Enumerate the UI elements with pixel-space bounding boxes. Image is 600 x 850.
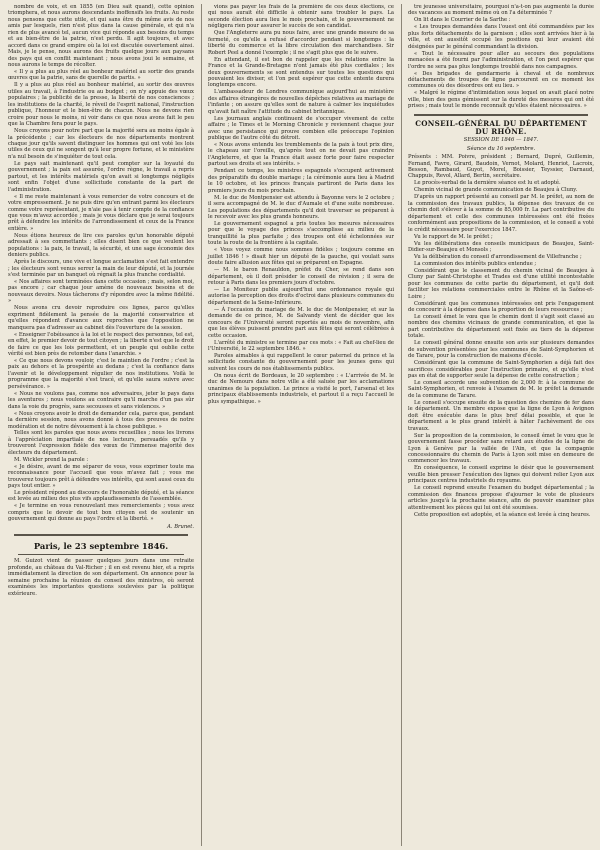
- paragraph: Le président répond au discours de l'honorable député, et la séance est levée au milieu des plus vifs applaudissements de l'assemblée.: [8, 490, 194, 503]
- section-meta: Séance du 16 septembre.: [466, 145, 536, 152]
- dateline-rule: [18, 554, 184, 555]
- paragraph: Le gouvernement espagnol a pris toutes les mesures nécessaires pour que le voyage des princes s'accomplisse au milieu de la tranquillité la plus parfaite ; des troupes ont été échelonnées sur toute la route de la frontière à la capitale.: [208, 220, 394, 247]
- paragraph: Nous croyons pour notre part que la majorité sera au moins égale à la précédente ; car les électeurs de nos départements montrent chaque jour qu'ils savent distinguer les hommes qui ont voté les lois utiles de ceux qui ne songent qu'à leur propre fortune, et le ministère n'a nul besoin de s'inquiéter de tout cela.: [8, 128, 194, 160]
- paragraph: « Tout le nécessaire pour aller au secours des populations menacées a été fourni par l'administration, et l'on peut espérer que l'ordre ne sera pas plus longtemps troublé dans nos campagnes.: [408, 50, 594, 70]
- paragraph: Considérant que la commune de Saint-Symphorien a déjà fait des sacrifices considérables pour l'instruction primaire, et qu'elle n'est pas en état de supporter seule la dépense de cette construction ;: [408, 360, 594, 380]
- paragraph: Le conseil accorde une subvention de 2,000 fr. à la commune de Saint-Symphorien, et renvoie à l'examen de M. le préfet la demande de la commune de Tarare.: [408, 380, 594, 399]
- paragraph: M. le duc de Montpensier est attendu à Bayonne vers le 2 octobre ; il sera accompagné de M. le duc d'Aumale et d'une suite nombreuse. Les populations des départements qu'il doit traverser se préparent à le recevoir avec les plus grands honneurs.: [208, 194, 394, 220]
- paragraph: « Vous voyez comme nous sommes fidèles ; toujours comme en juillet 1846 ! » disait hier un député de la gauche, qui voulait sans doute faire allusion aux fêtes qui se préparent en Espagne.: [208, 247, 394, 267]
- paragraph: D'après un rapport présenté au conseil par M. le préfet, au nom de la commission des travaux publics, la dépense des travaux de ce chemin doit s'élever à la somme de 85,000 fr. La part contributive du département et celle des communes intéressées ont été fixées conformément aux propositions de la commission, et le conseil a voté le crédit nécessaire pour l'exercice 1847.: [408, 194, 594, 233]
- paragraph: « Nos affaires sont terminées dans cette occasion ; mais, selon moi, pas encore ; car chaque jour amène de nouveaux besoins et de nouveaux devoirs. Nous tâcherons d'y répondre avec la même fidélité. »: [8, 279, 194, 305]
- paragraph: La commission des intérêts publics entendue ;: [414, 260, 537, 267]
- paragraph: « Il me reste maintenant à vous remercier de votre concours et de votre empressement. Je ne puis dire qu'en entrant parmi les électeurs comme votre représentant, je n'aie pas à tenir compte de la confiance que vous m'avez accordée ; mais je vous déclare que je serai toujours prêt à défendre les intérêts de l'arrondissement et ceux de la France entière. »: [8, 193, 194, 232]
- paragraph: Le pays sait maintenant qu'il peut compter sur la loyauté du gouvernement ; la paix est assurée, l'ordre règne, le travail a repris partout, et les intérêts matériels qu'on avait si longtemps négligés sont enfin l'objet d'une sollicitude constante de la part de l'administration.: [8, 160, 194, 193]
- paragraph: Telles sont les paroles que nous avons recueillies ; nous les livrons à l'appréciation impartiale de nos lecteurs, persuadés qu'ils y trouveront l'expression fidèle des vœux de l'immense majorité des électeurs du département.: [8, 430, 194, 456]
- paragraph: Chemin vicinal de grande communication de Beaujeu à Cluny.: [414, 187, 578, 194]
- paragraph: Le conseil s'occupe ensuite de la question des chemins de fer dans le département. Un membre expose que la ligne de Lyon à Avignon doit être exécutée dans le plus bref délai possible, et que le département a le plus grand intérêt à hâter l'achèvement de ces travaux.: [408, 399, 594, 432]
- paragraph: Vu la délibération du conseil d'arrondissement de Villefranche ;: [414, 253, 582, 260]
- paragraph: « Je termine en vous renouvelant mes remerciements ; vous avez compris que le devoir de tout bon citoyen est de soutenir un gouvernement qui donne au pays l'ordre et la liberté. »: [8, 503, 194, 523]
- paragraph: — Le Moniteur publie aujourd'hui une ordonnance royale qui autorise la perception des droits d'octroi dans plusieurs communes du département de la Seine-Inférieure.: [208, 286, 394, 306]
- paragraph: Vu le rapport de M. le préfet ;: [414, 233, 493, 240]
- column-2-articles: [208, 4, 394, 405]
- paragraph: Le procès-verbal de la dernière séance est lu et adopté.: [414, 180, 561, 187]
- paragraph: Cette proposition est adoptée, et la séance est levée à cinq heures.: [414, 511, 591, 518]
- paragraph: Le conseil reprend ensuite l'examen du budget départemental ; la commission des finances propose d'ajourner le vote de plusieurs articles jusqu'à la prochaine séance, afin de pouvoir examiner plus attentivement les pièces qui lui ont été soumises.: [408, 485, 594, 511]
- paragraph: On lit dans le Courrier de la Sarthe :: [414, 17, 511, 24]
- paragraph: « Des brigades de gendarmerie à cheval et de nombreux détachements de troupes de ligne parcourent en ce moment les communes où des désordres ont eu lieu. »: [408, 70, 594, 90]
- paragraph: M. Wickler prend la parole :: [14, 456, 89, 463]
- paragraph: Nous étions heureux de lire ces paroles qu'un honorable député adressait à ses commettants ; elles disent bien ce que veulent les populations : la paix, le travail, la sécurité, et une sage économie des deniers publics.: [8, 232, 194, 259]
- paragraph: Pendant ce temps, les ministres espagnols s'occupent activement des préparatifs du double mariage ; la cérémonie aura lieu à Madrid le 10 octobre, et les princes français partiront de Paris dans les premiers jours du mois prochain.: [208, 168, 394, 194]
- paragraph: Considérant que le classement du chemin vicinal de Beaujeu à Cluny par Saint-Christophe et Trades est d'une utilité incontestable pour les communes de cette partie du département, et qu'il doit faciliter les relations commerciales entre le Rhône et la Saône-et-Loire ;: [408, 267, 594, 300]
- paragraph: — À l'occasion du mariage de M. le duc de Montpensier, et sur la demande de ce prince, M. de Salvandy vient de décider que les concours de l'Université seront reportés au mois de novembre, afin que les élèves puissent prendre part aux fêtes qui seront célébrées à cette occasion.: [208, 306, 394, 339]
- section-subtitle: SESSION DE 1846 — 1847.: [463, 136, 539, 143]
- paragraph: — M. le baron Renauldon, préfet du Cher, se rend dans son département, où il doit présider le conseil de révision ; il sera de retour à Paris dans les premiers jours d'octobre.: [208, 267, 394, 287]
- paragraph: « Il y a plus au plus réel au bonheur matériel au sortir des grands œuvres que la patrie, sans de querelle de partis. »: [8, 69, 194, 82]
- paragraph: Nous avons cru devoir reproduire ces lignes, parce qu'elles expriment fidèlement la pensée de la majorité conservatrice et qu'elles répondent d'avance aux reproches que l'opposition ne manquera pas d'adresser au cabinet dès l'ouverture de la session.: [8, 305, 194, 331]
- paragraph: L'ambassadeur de Londres communique aujourd'hui au ministère des affaires étrangères de nouvelles dépêches relatives au mariage de l'infante ; on assure qu'elles sont de nature à calmer les inquiétudes qu'avait fait naître l'attitude du cabinet britannique.: [208, 89, 394, 115]
- section-divider: [414, 114, 588, 116]
- column-2: [201, 4, 394, 846]
- paragraph: tre jeunesse universitaire, pourquoi n'a-t-on pas augmenté la durée des vacances au moment même où on l'a déterminée ?: [408, 4, 594, 17]
- paragraph: nombre de voix, et en 1855 (en Dieu sait quand), cette opinion triomphera, et nous aurons descendants inoffensifs les fruits. Au reste nous pensons que cette utile, et qui sans être du même avis de nos amis par lesquels, rien n'est plus dans la cause générale, et qui n'a rien de plus avancé tel, aucun vice qui réponde aux besoins du temps et au bien-être de la patrie, n'est perdu. Il agit toujours, et avec accord dans ce grand empire où la loi est discutée ouvertement ainsi. Mais, je le pense, nous aurons des fruits quelque jours aux paysans des pays qui en conflit maintenant ; nous avons joui le semaine, et nous aurons le temps de récolter.: [8, 4, 194, 69]
- paragraph: Les journaux anglais continuent de s'occuper vivement de cette affaire ; le Times et le Morning Chronicle y reviennent chaque jour avec une persistance qui prouve combien elle préoccupe l'opinion publique de l'autre côté du détroit.: [208, 115, 394, 142]
- column-1: [8, 4, 194, 846]
- paragraph: « Malgré le régime d'intimidation sous lequel on avait placé notre ville, bien des gens gémissent sur la dureté des mesures qui ont été prises ; mais tout le monde reconnaît qu'elles étaient nécessaires. »: [408, 90, 594, 110]
- paragraph: Après le discours, une vive et longue acclamation s'est fait entendre ; les électeurs sont venus serrer la main de leur député, et la journée s'est terminée par un banquet où régnait la plus franche cordialité.: [8, 259, 194, 279]
- paragraph: « Nous avons entendu les tremblements de la paix à tout prix dire, le chapeau sur l'oreille, qu'après tout on ne devait pas craindre l'Angleterre, et que la France était assez forte pour faire respecter partout ses droits et ses intérêts. »: [208, 142, 394, 168]
- paragraph: On nous écrit de Bordeaux, le 20 septembre : « L'arrivée de M. le duc de Nemours dans notre ville a été saluée par les acclamations unanimes de la population. Le prince a visité le port, l'arsenal et les principaux établissements industriels, et partout il a reçu l'accueil le plus sympathique. »: [208, 372, 394, 405]
- paragraph: Le conseil général donne ensuite son avis sur plusieurs demandes de subvention présentées par les communes de Saint-Symphorien et de Tarare, pour la construction de maisons d'école.: [408, 340, 594, 360]
- article-signature: A. Brunet.: [167, 523, 194, 530]
- paragraph: « Nous ne voulons pas, comme nos adversaires, jeter le pays dans les aventures ; nous voulons au contraire qu'il marche d'un pas sûr dans la voie du progrès, sans secousses et sans violences. »: [8, 390, 194, 410]
- paragraph: « Je désire, avant de me séparer de vous, vous exprimer toute ma reconnaissance pour l'accueil que vous m'avez fait ; vous me trouverez toujours prêt à défendre vos intérêts, qui sont aussi ceux du pays tout entier. »: [8, 463, 194, 490]
- paragraph: L'arrêté du ministre se termine par ces mots : « Fait au chef-lieu de l'Université, le 22 septembre 1846. »: [208, 339, 394, 353]
- column-3-articles: [408, 4, 594, 110]
- paragraph: Que l'Angleterre aura pu nous faire, avec une grande mesure de sa fermeté, ce qu'elle a refusé d'accorder pendant si longtemps : la liberté du commerce et la libre circulation des marchandises. Sir Robert Peel a donné l'exemple ; il ne s'agit plus que de le suivre.: [208, 30, 394, 56]
- dateline: Paris, le 23 septembre 1846.: [33, 541, 169, 552]
- column-3: [401, 4, 594, 846]
- column-1-news: [8, 558, 194, 597]
- paragraph: M. Guizot vient de passer quelques jours dans une retraite profonde, au château du Val-Richer ; il en est revenu hier, et a repris immédiatement la direction de son département. On annonce pour la semaine prochaine la réunion du conseil des ministres, où seront examinées les importantes questions soulevées par la politique extérieure.: [8, 558, 194, 597]
- column-container: [8, 4, 594, 846]
- paragraph: Paroles aimables à qui rappellent le cœur paternel du prince et la sollicitude constante du gouvernement pour les jeunes gens qui suivent les cours de nos établissements publics.: [208, 353, 394, 372]
- section-title: CONSEIL-GÉNÉRAL DU DÉPARTEMENT DU RHÔNE.: [415, 118, 587, 137]
- paragraph: Il y a plus au plus réel au bonheur matériel, au sortir des œuvres utiles au travail, à l'industrie ou au budget ; on n'y appuie des vœux populaires ; la publicité de la presse, la liberté de nos consciences ; les institutions de la charité, le réveil de l'esprit national, l'instruction publique, l'honneur et le bien-être de chacun. Nous ne devons rien croire pour nous le moins, ni voir dans ce que nous avons fait le peu que la Chambre fera pour le pays.: [8, 82, 194, 128]
- paragraph: En attendant, il est bon de rappeler que les relations entre la France et la Grande-Bretagne n'ont jamais été plus cordiales ; les deux gouvernements se sont entendus sur toutes les questions qui pouvaient les diviser, et l'on peut espérer que cette entente durera longtemps encore.: [208, 56, 394, 89]
- paragraph: « Nous croyons avoir le droit de demander cela, parce que, pendant la dernière session, nous avons donné à tous des preuves de notre modération et de notre dévouement à la chose publique. »: [8, 410, 194, 430]
- paragraph: Le conseil émet le vœu que le chemin dont il s'agit soit classé au nombre des chemins vicinaux de grande communication, et que la part contributive du département soit fixée au tiers de la dépense totale.: [408, 314, 594, 340]
- council-roster: Présents : MM. Poivre, président ; Bernard, Dupré, Guillemin, Fernand, Favre, Girard, Baudoin, Vernot, Molard, Henriot, Lacroix, Besson, Rambaud, Guyot, Morel, Boissier, Teyssier, Darnaud, Chappuis, Revol, Allard, Bertin, secrétaire.: [408, 154, 594, 180]
- paragraph: Sur la proposition de la commission, le conseil émet le vœu que le gouvernement fasse procéder sans retard aux études de la ligne de Lyon à Genève par la vallée de l'Ain, et que la compagnie concessionnaire du chemin de Paris à Lyon soit mise en demeure de commencer les travaux.: [408, 432, 594, 465]
- paragraph: « Enseigner l'obéissance à la loi et le respect des personnes, tel est, en effet, le premier devoir de tout citoyen ; la liberté n'est que le droit de faire ce que les lois permettent, et un peuple qui oublie cette vérité est bien près de retomber dans l'anarchie. »: [8, 331, 194, 358]
- council-proceedings: [408, 180, 594, 518]
- paragraph: Vu les délibérations des conseils municipaux de Beaujeu, Saint-Didier-sur-Beaujeu et Monsols ;: [408, 240, 594, 253]
- column-1-articles: [8, 4, 194, 523]
- paragraph: En conséquence, le conseil exprime le désir que le gouvernement veuille bien presser l'exécution des lignes qui doivent relier Lyon aux principaux centres industriels du royaume.: [408, 465, 594, 485]
- paragraph: Considérant que les communes intéressées ont pris l'engagement de concourir à la dépense dans la proportion de leurs ressources ;: [408, 300, 594, 314]
- paragraph: « Les troupes demandées dans l'ouest ont été commandées par les plus forts détachements de la garnison ; elles sont arrivées hier à la ville, et ont aussitôt occupé les positions qui leur avaient été désignées par le général commandant la division.: [408, 24, 594, 50]
- section-divider: [14, 534, 188, 536]
- paragraph: « Ce que nous devons vouloir, c'est le maintien de l'ordre ; c'est la paix au dehors et la prospérité au dedans ; c'est la confiance dans l'avenir et le développement régulier de nos institutions. Voilà le programme que la majorité s'est tracé, et qu'elle saura suivre avec persévérance. »: [8, 357, 194, 390]
- paragraph: vions pas payer les frais de la première de ces deux élections, ce qui nous aurait été difficile à obtenir sans troubler le pays. La seconde élection aura lieu le mois prochain, et le gouvernement ne négligera rien pour assurer le succès de son candidat.: [208, 4, 394, 30]
